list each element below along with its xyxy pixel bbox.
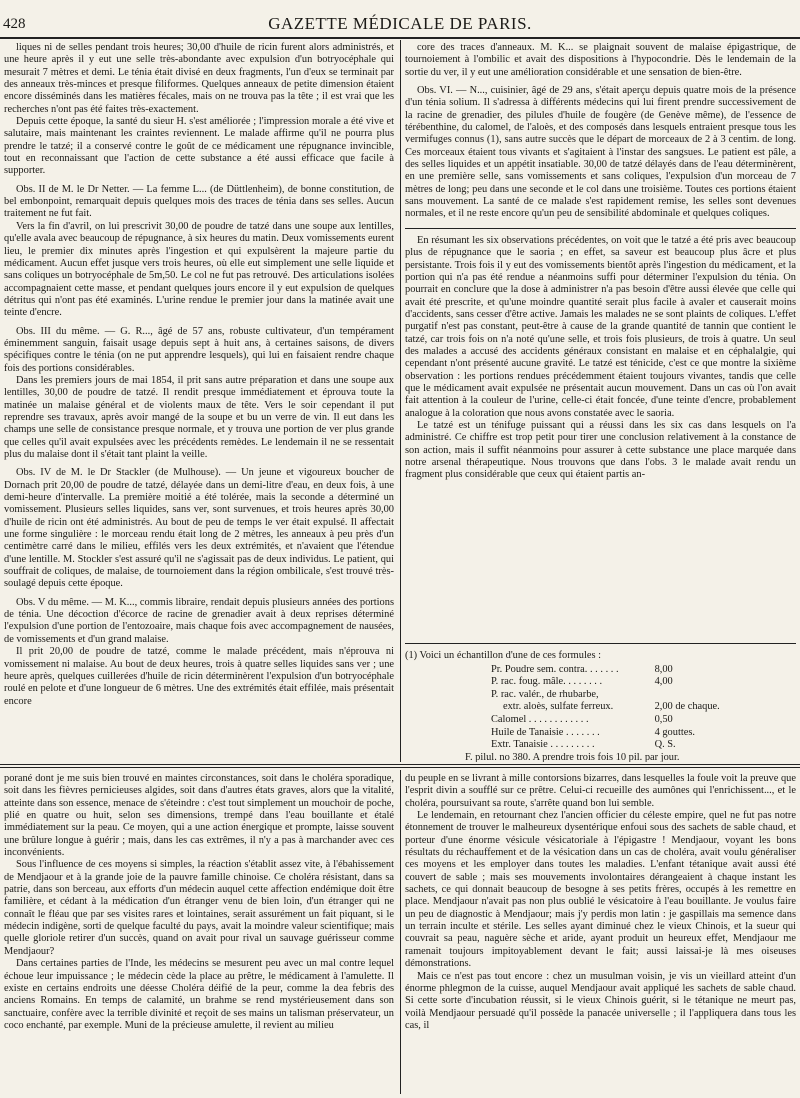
formula-item: P. rac. valér., de rhubarbe, — [491, 688, 599, 700]
column-upper-left — [4, 42, 394, 760]
formula-qty — [621, 689, 722, 702]
paragraph: Il prit 20,00 de poudre de tatzé, comme le malade précédent, mais n'éprouva ni vomissement ni malaise. Au bout de deux heures, trois à quatre selles liquides sans ver ; une heure après, quelques cuillerées d'huile de ricin déterminèrent l'expulsion d'un botryocéphale roulé en pelote et d'une longueur de 6 mètres. Une des extrémités était effilée, mais présentait encore — [4, 646, 394, 707]
formula-row — [489, 664, 722, 677]
formula-row — [489, 689, 722, 702]
column-divider-upper — [400, 40, 401, 762]
formula-row — [489, 676, 722, 689]
paragraph: liques ni de selles pendant trois heures; 30,00 d'huile de ricin furent alors administrés, et une heure après il y eut une selle très-abondante avec expulsion d'un botryocéphale qui mesurait 7 mètres et demi. Le ténia était divisé en deux fragments, l'un d'eux se terminait par des anneaux très-minces et presque filiformes. Quelques anneaux de petite dimension étaient encore disséminés dans les matières fécales, mais on ne trouva pas la tête ; il est vrai que les recherches n'ont pas été faites très-exactement. — [4, 42, 394, 115]
formula-qty: 8,00 — [654, 663, 673, 675]
formula-qty: 4,00 — [654, 676, 673, 688]
formula-qty: 4 gouttes. — [654, 726, 695, 738]
observation-heading-paragraph: Obs. II de M. le Dr Netter. — La femme L... (de Düttlenheim), de bonne constitution, de bel embonpoint, remarquait depuis quelques mois des traces de ténia dans ses selles. Aucun traitement ne fut fait. — [4, 183, 394, 220]
paragraph: Vers la fin d'avril, on lui prescrivit 30,00 de poudre de tatzé dans une soupe aux lentilles, qu'elle avala avec beaucoup de répugnance, à six heures du matin. Deux vomissements eurent lieu, le premier dix minutes après l'ingestion et qui expulsèrent la majeure partie du médicament. Aucun effet jusque vers trois heures, où elle eut simplement une selle liquide et sans coliques un botryocéphale de 5m,50. Le col ne fut pas retrouvé. Des articulations isolées accompagnaient cette masse, et pendant quelques jours encore il y eut expulsion de quelques détritus qui n'ont pas été examinés. L'urine rendue le premier jour dans la matinée avait une teinte d'encre. — [4, 220, 394, 319]
journal-title: GAZETTE MÉDICALE DE PARIS. — [268, 14, 532, 33]
formula-row — [489, 727, 722, 740]
formula-row — [489, 714, 722, 727]
footnote — [405, 650, 796, 762]
formula-item: Pr. Poudre sem. contra. . . . . . . — [491, 663, 619, 675]
footnote-intro: (1) Voici un échantillon d'une de ces formules : — [405, 650, 601, 661]
paragraph: porané dont je me suis bien trouvé en maintes circonstances, soit dans le choléra sporadique, soit dans les fièvres pernicieuses algides, soit dans d'autres états graves, alors que la vitalité, atteinte dans son essence, menace de s'éteindre : c'est tout simplement un mouchoir de poche, plié en quatre ou huit, selon ses dimensions, trempé dans l'eau bouillante et étalé immédiatement sur la peau. Ce moyen, qui a une action énergique et prompte, laisse souvent une brûlure longue à guérir ; mais, dans les cas extrêmes, il n'y a pas à marchander avec ces inconvénients. — [4, 773, 394, 859]
formula-item: Huile de Tanaisie . . . . . . . — [491, 726, 600, 738]
formula-row — [489, 701, 722, 714]
section-separator — [0, 764, 800, 765]
paragraph: Le lendemain, en retournant chez l'ancien officier du céleste empire, quel ne fut pas notre étonnement de trouver le malheureux dysentérique enfoui sous des sachets de sable chaud, et porteur d'une énorme vésicule vésicatoriale à l'épigastre ! Mendjaour, voyant les bons résultats du réchauffement et de la vésication dans un cas de choléra, avait voulu généraliser ces moyens et les employer dans toutes les maladies. L'enfant tétanique avait aussi été couvert de sable ; mais ses mouvements involontaires dérangeaient à chaque instant les sachets, ce qui donnait beaucoup de besogne à ses petits frères, occupés à les remettre en place. Mendjaour n'avait pas non plus oublié le vésicatoire à l'eau bouillante. Je voulus faire un peu de diagnostic à Mendjaour; mais j'y perdis mon latin : je gaspillais ma semence dans un terrain inculte et stérile. Les selles ayant diminué chez le vieux Chinois, et la sueur qui couvrait sa peau, naguère sèche et aride, ayant produit un heureux effet, Mendjaour me ramenait toujours impitoyablement devant le fait; aussi laissai-je là mes oiseuses démonstrations. — [405, 810, 796, 970]
paragraph: Mais ce n'est pas tout encore : chez un musulman voisin, je vis un vieillard atteint d'un énorme phlegmon de la cuisse, auquel Mendjaour avait appliqué les sachets de sable chaud. Si cette sorte d'incubation réussit, si le vieux Chinois guérit, si le tétanique ne meurt pas, voilà Mendjaour persuadé qu'il possède la panacée universelle ; il l'appliquera dans tous les cas, il — [405, 970, 796, 1031]
page-number: 428 — [3, 16, 26, 32]
header-rule — [0, 37, 800, 39]
paragraph: core des traces d'anneaux. M. K... se plaignait souvent de malaise épigastrique, de tournoiement à l'ombilic et avait des dispositions à l'hypocondrie. Dès le lendemain de la sortie du ver, il y eut une amélioration considérable et une sensation de bien-être. — [405, 42, 796, 78]
formula-qty: Q. S. — [654, 739, 676, 751]
formula-table — [489, 664, 722, 752]
formula-item: P. rac. foug. mâle. . . . . . . . — [491, 676, 603, 688]
observation-heading-paragraph: Obs. III du même. — G. R..., âgé de 57 ans, robuste cultivateur, d'un tempérament éminemment sanguin, faisait usage depuis sept à huit ans, à certaines saisons, de divers spécifiques contre le ténia (on ne put apprendre lesquels), qui lui en faisaient rendre chaque fois des portions considérables. — [4, 325, 394, 374]
formula-qty: 0,50 — [654, 713, 673, 725]
observation-heading-paragraph: Obs. V du même. — M. K..., commis libraire, rendait depuis plusieurs années des portions de ténia. Une décoction d'écorce de racine de grenadier avait à deux reprises déterminé l'expulsion d'une portion de l'entozoaire, mais chaque fois avec accompagnement de nausées, de vomissements et d'un grand malaise. — [4, 596, 394, 645]
column-upper-right — [405, 42, 796, 642]
section-separator — [0, 767, 800, 768]
paragraph: Dans les premiers jours de mai 1854, il prit sans autre préparation et dans une soupe aux lentilles, 30,00 de poudre de tatzé. Il rendit presque immédiatement et éprouva toute la matinée un malaise général et de violents maux de tête. Vers le soir cependant il put reprendre ses travaux, après avoir mangé de la soupe et bu un verre de vin. Il eut dans les champs une selle de consistance presque normale, et y trouva une portion de ver plus grande que celles qu'il avait expulsées avec les précédents remèdes. Le lendemain il ne se ressentait plus du malaise dont il s'était tant plaint la veille. — [4, 374, 394, 460]
formula-item: Calomel . . . . . . . . . . . . — [491, 713, 589, 725]
formula-qty: 2,00 de chaque. — [654, 701, 720, 713]
column-lower-right — [405, 773, 796, 1095]
formula-item: extr. aloès, sulfate ferreux. — [503, 701, 614, 713]
formula-item: Extr. Tanaisie . . . . . . . . . — [491, 739, 595, 751]
formula-row — [489, 739, 722, 752]
observation-heading-paragraph: Obs. IV de M. le Dr Stackler (de Mulhouse). — Un jeune et vigoureux boucher de Dornach prit 20,00 de poudre de tatzé, délayée dans un demi-litre d'eau, en deux fois, à une demi-heure d'intervalle. La première moitié a été tolérée, mais la seconde a déterminé un vomissement. Plusieurs selles liquides, sans ver, sont survenues, et trois heures après 30,00 d'huile de ricin ont été administrés. Au bout de peu de temps le ver était expulsé. Il affectait une forme singulière : le morceau rendu était long de 2 mètres, les anneaux à peu près d'un centimètre carré dans le milieu, effilés vers les deux extrémités, et n'avaient que l'étendue d'une lentille. M. Stockler s'est assuré qu'il ne s'agissait pas de deux individus. Le patient, qui souffrait de coliques, de malaise, de tournoiement dans la région ombilicale, s'est trouvé très-soulagé depuis cette époque. — [4, 467, 394, 590]
observation-heading-paragraph: Obs. VI. — N..., cuisinier, âgé de 29 ans, s'était aperçu depuis quatre mois de la présence d'un ténia solium. Il s'adressa à différents médecins qui lui firent prendre successivement de la racine de grenadier, des pilules d'huile de fougère (de Genève même), de l'essence de térébenthine, du calomel, de l'aloès, et des composés dans lesquels entraient presque tous les vermifuges connus (1), sans autre succès que le départ de morceaux de 2 à 3 centim. de long. Ces morceaux étaient tous vivants et s'agitaient à l'instar des sangsues. Le patient est pâle, a des selles liquides et un appétit insatiable. 30,00 de tatzé délayés dans de l'eau déterminèrent, en une première selle, sans vomissements et sans coliques, l'expulsion d'un morceau de 7 mètres de long; peu dans une seconde et le col dans une troisième. Toutes ces portions étaient sans mouvement. La santé de ce malade s'est rapidement remise, les selles sont devenues normales, et il ne reste encore qu'un peu de sensibilité abdominale et quelques coliques. — [405, 85, 796, 220]
running-header — [0, 10, 800, 36]
column-lower-left — [4, 773, 394, 1095]
column-divider-lower — [400, 770, 401, 1094]
footnote-rule — [405, 643, 796, 644]
paragraph: Dans certaines parties de l'Inde, les médecins se mesurent peu avec un mal contre lequel échoue leur impuissance ; le médecin cède la place au prêtre, le médicament à l'amulette. Il existe en certains endroits une déesse Choléra déifié de la peur, comme la dea febris des anciens Romains. En temps de calamité, un brahme se rend mystérieusement dans son sanctuaire, confère avec la terrible divinité et reçoit de ses mains un talisman préservateur, un coco enchanté, par exemple. Muni de la précieuse amulette, il revient au milieu — [4, 958, 394, 1031]
paragraph: Depuis cette époque, la santé du sieur H. s'est améliorée ; l'impression morale a été vive et salutaire, mais maintenant les craintes reviennent. Le malade affirme qu'il ne pourra plus prendre le tatzé; il a conservé contre le goût de ce médicament une répugnance invincible, tout en reconnaissant que l'action de cette substance a été aussi efficace que facile à supporter. — [4, 116, 394, 177]
paragraph: du peuple en se livrant à mille contorsions bizarres, dans lesquelles la foule voit la preuve que l'esprit divin a soufflé sur ce prêtre. Celui-ci recueille des aumônes qui l'enrichissent..., et le choléra, poursuivant sa route, s'arrête quand bon lui semble. — [405, 773, 796, 809]
summary-paragraph: Le tatzé est un ténifuge puissant qui a réussi dans les six cas dans lesquels on l'a administré. Ce chiffre est trop petit pour tirer une conclusion relativement à la constance de son action, mais il suffit néanmoins pour assurer à cette substance une place marquée dans notre arsenal thérapeutique. Nous trouvons que dans l'obs. 3 le malade avait rendu un fragment plus considérable que ceux qui étaient partis an- — [405, 419, 796, 481]
paragraph: Sous l'influence de ces moyens si simples, la réaction s'établit assez vite, à l'ébahissement de Mendjaour et à la grande joie de la pauvre famille chinoise. Ce choléra résistant, dans sa patrie, dans son berceau, aux efforts d'un médecin auquel cette affection endémique doit être familière, et cédant à la médication d'un étranger venu de bien loin, d'un étranger qui ne connaît le fléau que par ses visites rares et lointaines, serait assurément un fait piquant, si le médecin indigène, sorti de quelque faculté du pays, avait la moindre valeur scientifique; mais quelle gloriole retirer d'un succès, quand on avait pour rival un sauvage guérisseur comme Mendjaour? — [4, 859, 394, 957]
section-rule — [405, 228, 796, 229]
summary-paragraph: En résumant les six observations précédentes, on voit que le tatzé a été pris avec beaucoup plus de répugnance que le saoria ; en effet, sa saveur est beaucoup plus âcre et plus persistante. Trois fois il y eut des vomissements bientôt après l'ingestion du médicament, et la portion qui n'a pas été rendue a néanmoins suffi pour déterminer l'expulsion du ténia. On pourrait en conclure que la dose à administrer n'a pas besoin d'être aussi élevée que celle qui avait été prescrite, et qu'une moindre quantité serait plus facile à avaler et causerait moins d'accidents, sans cesser d'être active. Jamais les malades ne se sont plaints de coliques. L'effet purgatif n'est pas constant, peut-être à cause de la grande quantité de tannin que contient le tatzé, car trois fois on n'a noté qu'une selle, et trois fois plusieurs, de trois à quatre. Un seul des malades a accusé des accidents généraux consistant en malaise et en céphalalgie, qui cependant n'ont présenté aucune gravité. Le tatzé est ténicide, c'est ce que montre la sixième observation : les portions rendues précédemment étaient toujours vivantes, tandis que celle que le médicament avait expulsée ne présentait aucun mouvement. Dans un cas où l'on avait fait attention à la couleur de l'urine, celle-ci était foncée, d'une teinte d'encre, probablement analogue à la coloration que nous avons constatée avec le saoria. — [405, 234, 796, 419]
formula-instructions: F. pilul. no 380. A prendre trois fois 10 pil. par jour. — [465, 751, 680, 762]
